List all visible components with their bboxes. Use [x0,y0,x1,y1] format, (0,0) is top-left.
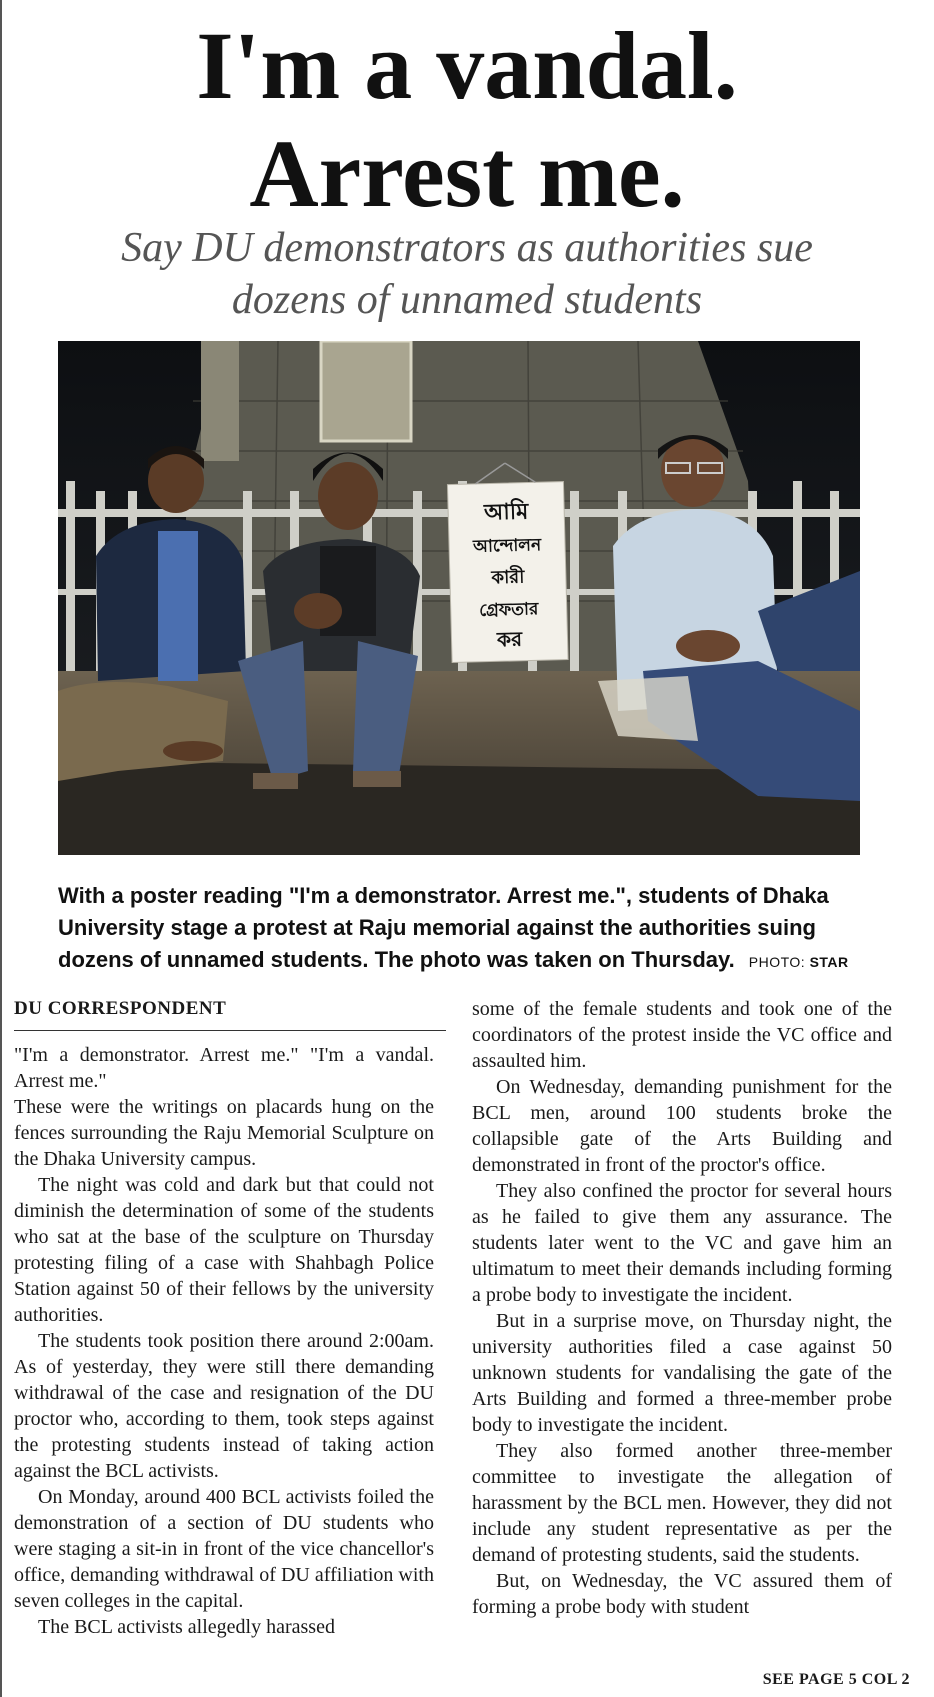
paragraph: "I'm a demonstrator. Arrest me." "I'm a vandal. Arrest me." [14,1044,434,1092]
subheadline-line-1: Say DU demonstrators as authorities sue [121,225,813,271]
paragraph: But, on Wednesday, the VC assured them of forming a probe body with student [472,1570,892,1618]
headline-line-2: Arrest me. [249,120,685,227]
byline: DU CORRESPONDENT [14,998,446,1031]
paragraph: They also formed another three-member committee to investigate the allegation of harassment by the BCL men. However, they did not include any student representative as per the demand of protesting students, said the students. [472,1440,892,1566]
paragraph: The students took position there around 2:00am. As of yesterday, they were still there demanding withdrawal of the case and resignation of the DU proctor who, according to them, took steps against the protesting students instead of taking action against the BCL activists. [14,1330,434,1482]
photo-credit-label: PHOTO: [748,954,806,970]
paragraph: The night was cold and dark but that could not diminish the determination of some of the students who sat at the base of the sculpture on Thursday protesting filing of a case with Shahbagh Police Station against 50 of their fellows by the university authorities. [14,1174,434,1326]
article-column-right [472,996,892,1620]
poster-line-3: কারী [491,566,525,589]
subheadline-line-2: dozens of unnamed students [231,277,703,323]
paragraph: On Monday, around 400 BCL activists foiled the demonstration of a section of DU students who were staging a sit-in in front of the vice chancellor's office, demanding withdrawal of DU affiliation with seven colleges in the capital. [14,1486,434,1612]
paragraph: But in a surprise move, on Thursday night, the university authorities filed a case against 50 unknown students for vandalising the gate of the Arts Building and formed a three-member probe body to investigate the incident. [472,1310,892,1436]
poster-line-2: আন্দোলন [472,535,542,557]
caption-text: With a poster reading "I'm a demonstrator. Arrest me.", students of Dhaka University stage a protest at Raju memorial against the authorities suing dozens of unnamed students. The photo was taken on Thursday. [58,883,829,972]
memorial-plaque [321,341,411,441]
photo-credit-source: STAR [809,954,849,970]
paragraph: They also confined the proctor for several hours as he failed to give them any assurance. The students later went to the VC and gave him an ultimatum to meet their demands including forming a probe body to investigate the incident. [472,1180,892,1306]
paragraph: some of the female students and took one of the coordinators of the protest inside the VC office and assaulted him. [472,998,892,1072]
headline-line-1: I'm a vandal. [196,12,738,119]
protest-photo [58,341,860,855]
protest-poster [447,462,568,663]
photo-caption [58,880,878,978]
paragraph: These were the writings on placards hung on the fences surrounding the Raju Memorial Sculpture on the Dhaka University campus. [14,1096,434,1170]
poster-line-5: কর [496,626,523,652]
paragraph: The BCL activists allegedly harassed [38,1616,335,1638]
article-column-left [14,1042,434,1640]
poster-line-1: আমি [483,499,529,526]
continuation-jump-link[interactable]: SEE PAGE 5 COL 2 [762,1671,910,1688]
photo-credit [749,954,849,970]
paragraph: On Wednesday, demanding punishment for the BCL men, around 100 students broke the collapsible gate of the Arts Building and demonstrated in front of the proctor's office. [472,1076,892,1176]
poster-line-4: গ্রেফতার [478,599,539,621]
